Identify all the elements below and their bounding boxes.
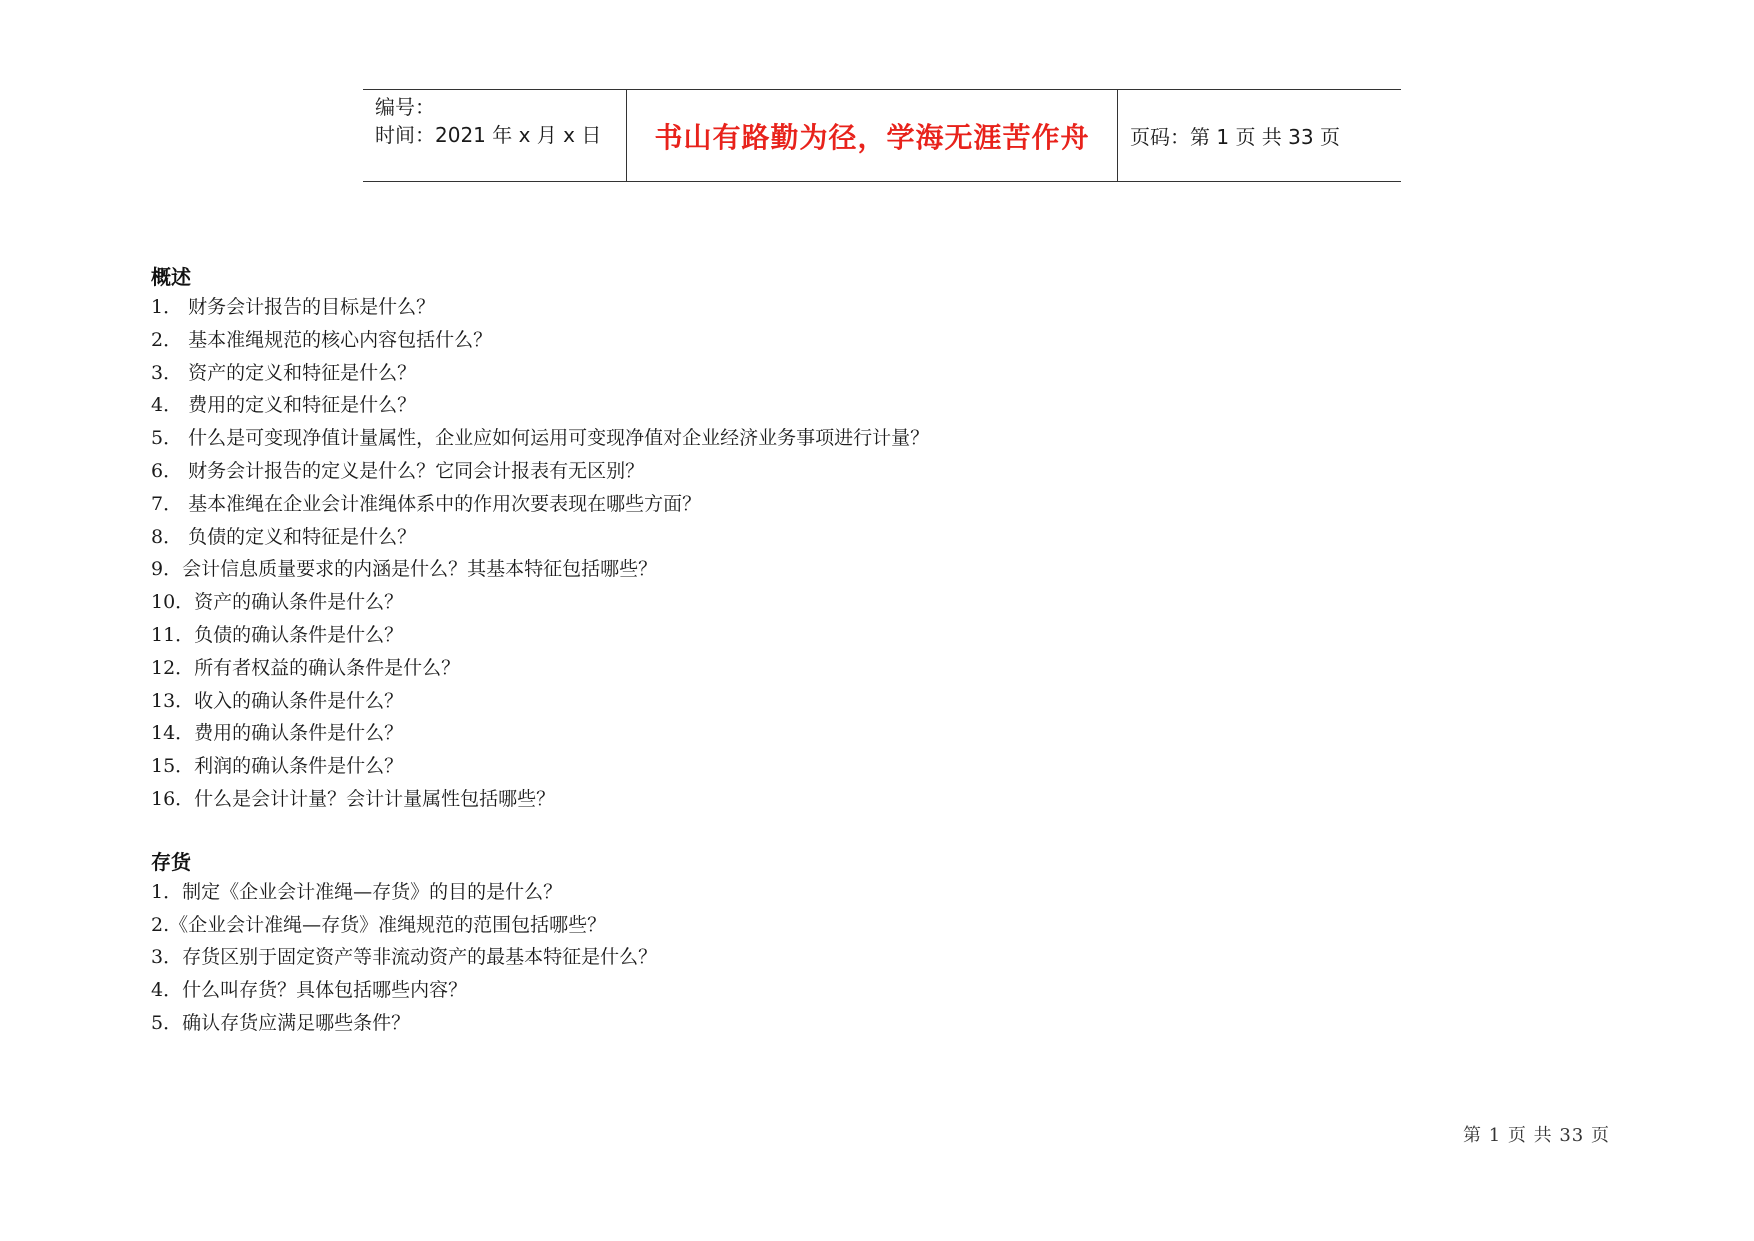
question-item: 12．所有者权益的确认条件是什么？: [151, 656, 461, 679]
header-table: [363, 89, 1401, 182]
section-spacer: [151, 816, 1451, 848]
page-info-cell: [1118, 90, 1401, 181]
page-info-text: 页码：第 1 页 共 33 页: [1130, 125, 1340, 149]
motto-cell: [627, 90, 1118, 181]
question-item: 2． 基本准绳规范的核心内容包括什么？: [151, 328, 493, 351]
question-item: 5．确认存货应满足哪些条件？: [151, 1011, 411, 1034]
question-item: 1．制定《企业会计准绳—存货》的目的是什么？: [151, 880, 563, 903]
question-item: 1． 财务会计报告的目标是什么？: [151, 296, 436, 318]
question-item: 11．负债的确认条件是什么？: [151, 623, 404, 646]
section-inventory: [151, 848, 1451, 1040]
question-item: 3． 资产的定义和特征是什么？: [151, 361, 417, 384]
header-meta-cell: [363, 90, 627, 181]
question-item: 10．资产的确认条件是什么？: [151, 591, 404, 614]
question-item: 15．利润的确认条件是什么？: [151, 755, 404, 778]
section-overview: [151, 263, 1451, 816]
question-item: 13．收入的确认条件是什么？: [151, 689, 404, 712]
question-item: 6． 财务会计报告的定义是什么？它同会计报表有无区别？: [151, 459, 645, 482]
page-footer: 第 1 页 共 33 页: [1463, 1125, 1610, 1146]
document-body: [151, 263, 1451, 1040]
motto-text: 书山有路勤为径，学海无涯苦作舟: [654, 120, 1090, 154]
question-item: 7． 基本准绳在企业会计准绳体系中的作用次要表现在哪些方面？: [151, 492, 702, 515]
time-label: 时间：2021 年 x 月 x 日: [375, 123, 602, 147]
question-item: 5． 什么是可变现净值计量属性，企业应如何运用可变现净值对企业经济业务事项进行计量？: [151, 427, 930, 450]
question-item: 4．什么叫存货？具体包括哪些内容？: [151, 979, 468, 1002]
question-item: 4． 费用的定义和特征是什么？: [151, 394, 417, 417]
question-item: 14．费用的确认条件是什么？: [151, 722, 404, 745]
question-item: 8． 负债的定义和特征是什么？: [151, 525, 417, 548]
question-item: 16．什么是会计计量？会计计量属性包括哪些？: [151, 787, 556, 810]
section-title: 概述: [151, 265, 191, 289]
question-item: 2.《企业会计准绳—存货》准绳规范的范围包括哪些？: [151, 913, 607, 936]
question-item: 3．存货区别于固定资产等非流动资产的最基本特征是什么？: [151, 946, 658, 969]
number-label: 编号：: [375, 95, 435, 119]
question-item: 9．会计信息质量要求的内涵是什么？其基本特征包括哪些？: [151, 558, 658, 581]
section-title: 存货: [151, 849, 191, 874]
